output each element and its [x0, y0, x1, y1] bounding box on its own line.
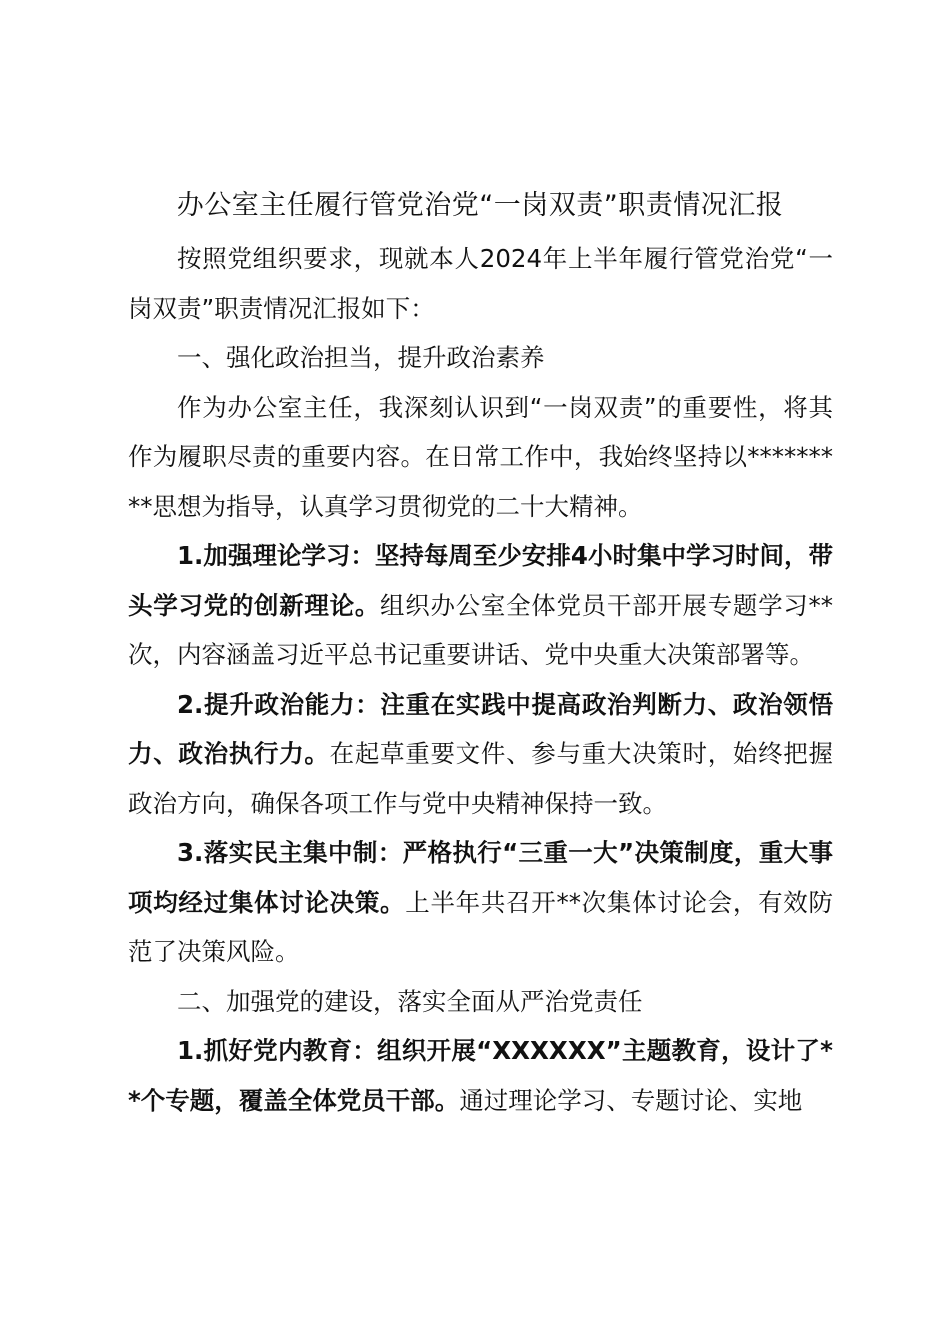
section-heading-1 [128, 333, 833, 383]
paragraph-text: 组织办公室全体党员干部开展专题学习**次，内容涵盖习近平总书记重要讲话、党中央重大决策部署等。 [128, 590, 834, 669]
paragraph-item-1-3 [128, 828, 833, 977]
paragraph-bold-lead: 2.提升政治能力：注重在实践中提高政治判断力、政治领悟力、政治执行力。 [128, 689, 833, 768]
section-heading-2 [128, 977, 833, 1027]
paragraph-bold-lead: 1.抓好党内教育：组织开展“XXXXXX”主题教育，设计了**个专题，覆盖全体党员干部。 [128, 1036, 833, 1115]
paragraph-item-2-1 [128, 1026, 833, 1125]
paragraph-intro [128, 234, 833, 333]
paragraph-text: 一、强化政治担当，提升政治素养 [177, 343, 545, 372]
paragraph-text: 作为办公室主任，我深刻认识到“一岗双责”的重要性，将其作为履职尽责的重要内容。在日常工作中，我始终坚持以*********思想为指导，认真学习贯彻党的二十大精神。 [128, 392, 833, 521]
paragraph-text: 按照党组织要求，现就本人2024年上半年履行管党治党“一岗双责”职责情况汇报如下： [128, 244, 833, 323]
paragraph-item-1-1 [128, 531, 833, 680]
paragraph-text: 上半年共召开**次集体讨论会，有效防范了决策风险。 [128, 887, 834, 966]
paragraph-text: 二、加强党的建设，落实全面从严治党责任 [177, 986, 643, 1016]
paragraph-section-1-intro [128, 383, 833, 532]
paragraph-bold-lead: 1.加强理论学习：坚持每周至少安排4小时集中学习时间，带头学习党的创新理论。 [128, 541, 833, 620]
paragraph-item-1-2 [128, 680, 833, 829]
paragraph-text: 通过理论学习、专题讨论、实地 [459, 1085, 803, 1115]
paragraph-bold-lead: 3.落实民主集中制：严格执行“三重一大”决策制度，重大事项均经过集体讨论决策。 [128, 838, 833, 917]
paragraph-text: 在起草重要文件、参与重大决策时，始终把握政治方向，确保各项工作与党中央精神保持一致。 [128, 739, 834, 818]
document-body [128, 234, 833, 1125]
document-title: 办公室主任履行管党治党“一岗双责”职责情况汇报 [176, 190, 784, 221]
